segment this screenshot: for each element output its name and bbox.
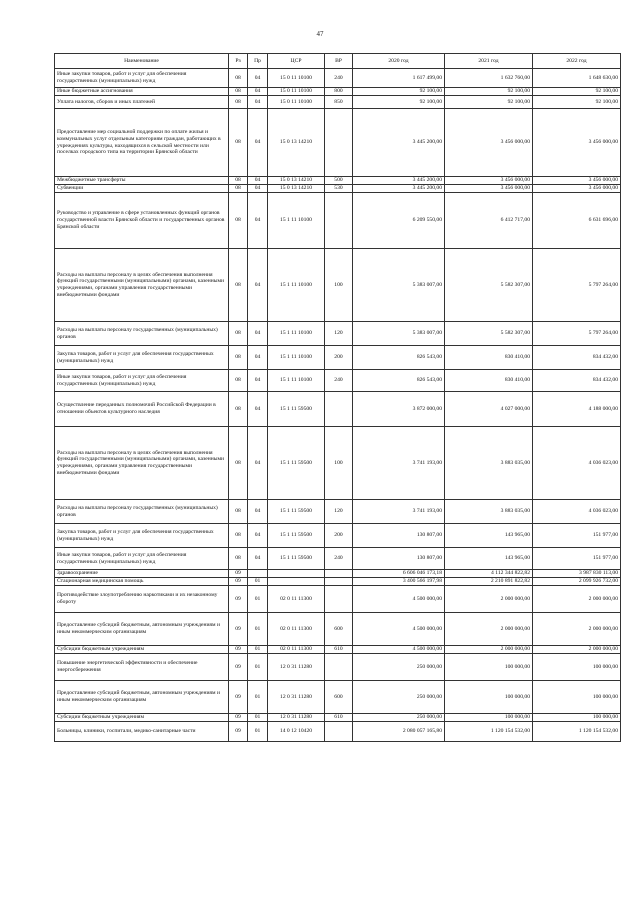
row-2022-cell: 1 120 154 532,00	[533, 722, 621, 742]
row-name-cell: Межбюджетные трансферты	[55, 177, 229, 185]
row-csr-cell: 15 0 11 10100	[268, 96, 325, 109]
row-2020-cell: 3 741 193,00	[353, 427, 445, 500]
row-2022-cell: 100 000,00	[533, 654, 621, 681]
row-pr-cell: 04	[248, 193, 268, 249]
row-pr-cell: 01	[248, 578, 268, 586]
row-2021-cell: 3 456 000,00	[445, 185, 533, 193]
table-row	[55, 193, 621, 249]
row-csr-cell: 15 0 11 10100	[268, 69, 325, 88]
table-row	[55, 109, 621, 177]
row-rz-cell: 08	[229, 427, 248, 500]
table-row	[55, 722, 621, 742]
table-row	[55, 370, 621, 392]
row-2021-cell: 100 000,00	[445, 681, 533, 714]
row-2020-cell: 4 500 000,00	[353, 646, 445, 654]
row-rz-cell: 09	[229, 714, 248, 722]
row-vr-cell	[325, 193, 353, 249]
row-pr-cell: 04	[248, 249, 268, 322]
row-pr-cell: 01	[248, 681, 268, 714]
row-2021-cell: 2 210 891 822,82	[445, 578, 533, 586]
row-2020-cell: 130 807,00	[353, 524, 445, 548]
row-csr-cell: 12 0 31 11280	[268, 714, 325, 722]
row-rz-cell: 08	[229, 69, 248, 88]
table-row	[55, 185, 621, 193]
table-row	[55, 524, 621, 548]
row-2020-cell: 92 100,00	[353, 88, 445, 96]
row-csr-cell: 15 1 11 59500	[268, 392, 325, 427]
row-rz-cell: 09	[229, 586, 248, 613]
row-2020-cell: 5 383 007,00	[353, 322, 445, 346]
row-rz-cell: 08	[229, 109, 248, 177]
row-name-cell: Расходы на выплаты персоналу в целях обеспечения выполнения функций государственными (муниципальными) органами, казенными учреждениями, органами управления государственными внебюджетными фондами	[55, 249, 229, 322]
row-2021-cell: 100 000,00	[445, 714, 533, 722]
table-row	[55, 570, 621, 578]
row-pr-cell: 04	[248, 88, 268, 96]
row-2022-cell: 3 456 000,00	[533, 177, 621, 185]
table-row	[55, 177, 621, 185]
row-csr-cell: 15 1 11 10100	[268, 193, 325, 249]
row-2022-cell: 100 000,00	[533, 714, 621, 722]
row-2020-cell: 826 543,00	[353, 370, 445, 392]
row-pr-cell: 04	[248, 177, 268, 185]
row-name-cell: Предоставление субсидий бюджетным, автономным учреждениям и иным некоммерческим организациям	[55, 681, 229, 714]
row-name-cell: Иные закупки товаров, работ и услуг для обеспечения государственных (муниципальных) нужд	[55, 548, 229, 570]
row-2021-cell: 3 456 000,00	[445, 109, 533, 177]
table-row	[55, 69, 621, 88]
row-vr-cell: 200	[325, 524, 353, 548]
row-2021-cell: 4 027 000,00	[445, 392, 533, 427]
row-2020-cell: 5 383 007,00	[353, 249, 445, 322]
row-pr-cell: 01	[248, 586, 268, 613]
row-2021-cell: 5 582 307,00	[445, 249, 533, 322]
row-pr-cell: 01	[248, 613, 268, 646]
row-2022-cell: 4 036 023,00	[533, 500, 621, 524]
row-2022-cell: 6 631 696,00	[533, 193, 621, 249]
row-pr-cell: 04	[248, 548, 268, 570]
row-name-cell: Субсидии бюджетным учреждениям	[55, 714, 229, 722]
row-csr-cell: 15 1 11 59500	[268, 427, 325, 500]
row-2021-cell: 3 883 035,00	[445, 500, 533, 524]
row-rz-cell: 08	[229, 249, 248, 322]
row-2022-cell: 5 797 264,00	[533, 322, 621, 346]
row-name-cell: Расходы на выплаты персоналу государственных (муниципальных) органов	[55, 322, 229, 346]
header-vr: ВР	[325, 54, 353, 69]
row-2020-cell: 250 000,00	[353, 681, 445, 714]
row-name-cell: Стационарная медицинская помощь	[55, 578, 229, 586]
row-2020-cell: 250 000,00	[353, 714, 445, 722]
row-name-cell: Закупка товаров, работ и услуг для обеспечения государственных (муниципальных) нужд	[55, 346, 229, 370]
row-2021-cell: 92 100,00	[445, 96, 533, 109]
row-csr-cell: 14 0 12 10420	[268, 722, 325, 742]
row-csr-cell: 15 0 13 14210	[268, 177, 325, 185]
row-2022-cell: 92 100,00	[533, 96, 621, 109]
row-name-cell: Расходы на выплаты персоналу в целях обеспечения выполнения функций государственными (муниципальными) органами, казенными учреждениями, органами управления государственными внебюджетными фондами	[55, 427, 229, 500]
row-2020-cell: 4 500 000,00	[353, 613, 445, 646]
table-row	[55, 500, 621, 524]
row-name-cell: Закупка товаров, работ и услуг для обеспечения государственных (муниципальных) нужд	[55, 524, 229, 548]
row-vr-cell: 530	[325, 185, 353, 193]
table-row	[55, 578, 621, 586]
row-2022-cell: 3 456 000,00	[533, 185, 621, 193]
row-vr-cell: 120	[325, 500, 353, 524]
row-2021-cell: 143 965,00	[445, 548, 533, 570]
row-csr-cell: 15 0 13 14210	[268, 109, 325, 177]
row-rz-cell: 08	[229, 500, 248, 524]
table-row	[55, 96, 621, 109]
row-pr-cell: 04	[248, 96, 268, 109]
table-row	[55, 392, 621, 427]
row-2021-cell: 2 000 000,00	[445, 586, 533, 613]
row-pr-cell: 04	[248, 109, 268, 177]
row-rz-cell: 09	[229, 681, 248, 714]
row-rz-cell: 08	[229, 346, 248, 370]
row-2020-cell: 3 400 566 197,98	[353, 578, 445, 586]
table-row	[55, 346, 621, 370]
row-pr-cell: 04	[248, 500, 268, 524]
row-rz-cell: 08	[229, 96, 248, 109]
table-row	[55, 714, 621, 722]
table-row	[55, 427, 621, 500]
row-2021-cell: 3 456 000,00	[445, 177, 533, 185]
header-pr: Пр	[248, 54, 268, 69]
row-2022-cell: 100 000,00	[533, 681, 621, 714]
table-row	[55, 322, 621, 346]
header-row	[55, 54, 621, 69]
row-rz-cell: 08	[229, 370, 248, 392]
row-name-cell: Осуществление переданных полномочий Российской Федерации в отношении объектов культурного наследия	[55, 392, 229, 427]
row-2020-cell: 6 606 046 173,18	[353, 570, 445, 578]
row-2020-cell: 92 100,00	[353, 96, 445, 109]
row-pr-cell: 04	[248, 185, 268, 193]
row-csr-cell	[268, 578, 325, 586]
row-csr-cell: 15 1 11 10100	[268, 346, 325, 370]
row-2022-cell: 151 977,00	[533, 524, 621, 548]
row-2020-cell: 250 000,00	[353, 654, 445, 681]
table-body	[55, 69, 621, 742]
row-2022-cell: 1 648 630,00	[533, 69, 621, 88]
row-csr-cell: 12 0 31 11280	[268, 681, 325, 714]
row-rz-cell: 09	[229, 570, 248, 578]
row-name-cell: Расходы на выплаты персоналу государственных (муниципальных) органов	[55, 500, 229, 524]
row-2021-cell: 1 632 760,00	[445, 69, 533, 88]
table-row	[55, 613, 621, 646]
row-vr-cell: 200	[325, 346, 353, 370]
row-rz-cell: 08	[229, 185, 248, 193]
row-name-cell: Субвенции	[55, 185, 229, 193]
header-csr: ЦСР	[268, 54, 325, 69]
row-vr-cell: 600	[325, 681, 353, 714]
row-vr-cell	[325, 586, 353, 613]
row-vr-cell: 240	[325, 69, 353, 88]
row-rz-cell: 08	[229, 193, 248, 249]
row-2020-cell: 3 445 200,00	[353, 109, 445, 177]
table-row	[55, 654, 621, 681]
row-2022-cell: 2 000 000,00	[533, 613, 621, 646]
row-csr-cell: 15 1 11 59500	[268, 524, 325, 548]
row-vr-cell: 800	[325, 88, 353, 96]
row-name-cell: Иные закупки товаров, работ и услуг для обеспечения государственных (муниципальных) нужд	[55, 69, 229, 88]
row-vr-cell	[325, 722, 353, 742]
row-rz-cell: 09	[229, 654, 248, 681]
row-vr-cell	[325, 392, 353, 427]
table-row	[55, 646, 621, 654]
row-rz-cell: 09	[229, 578, 248, 586]
header-name: Наименование	[55, 54, 229, 69]
row-vr-cell: 600	[325, 613, 353, 646]
table-row	[55, 249, 621, 322]
header-2020: 2020 год	[353, 54, 445, 69]
row-csr-cell: 15 1 11 10100	[268, 370, 325, 392]
row-vr-cell: 240	[325, 370, 353, 392]
row-2021-cell: 2 000 000,00	[445, 613, 533, 646]
row-csr-cell: 15 1 11 10100	[268, 249, 325, 322]
row-pr-cell	[248, 570, 268, 578]
table-row	[55, 88, 621, 96]
row-vr-cell: 610	[325, 646, 353, 654]
row-2021-cell: 4 112 344 822,82	[445, 570, 533, 578]
row-2022-cell: 2 000 000,00	[533, 646, 621, 654]
row-rz-cell: 08	[229, 177, 248, 185]
row-rz-cell: 08	[229, 88, 248, 96]
row-vr-cell: 240	[325, 548, 353, 570]
row-pr-cell: 01	[248, 722, 268, 742]
row-vr-cell	[325, 654, 353, 681]
row-2021-cell: 1 120 154 532,00	[445, 722, 533, 742]
row-name-cell: Иные бюджетные ассигнования	[55, 88, 229, 96]
row-2022-cell: 92 100,00	[533, 88, 621, 96]
row-csr-cell	[268, 570, 325, 578]
row-csr-cell: 15 0 13 14210	[268, 185, 325, 193]
row-2020-cell: 3 872 000,00	[353, 392, 445, 427]
row-2022-cell: 4 036 023,00	[533, 427, 621, 500]
row-vr-cell: 120	[325, 322, 353, 346]
row-name-cell: Руководство и управление в сфере установленных функций органов государственной власти Брянской области и государственных органов Брянской области	[55, 193, 229, 249]
row-2020-cell: 130 807,00	[353, 548, 445, 570]
row-csr-cell: 15 1 11 59500	[268, 548, 325, 570]
row-2021-cell: 6 412 717,00	[445, 193, 533, 249]
row-2020-cell: 3 445 200,00	[353, 185, 445, 193]
row-vr-cell	[325, 578, 353, 586]
table-row	[55, 586, 621, 613]
budget-table	[54, 53, 621, 742]
table-row	[55, 681, 621, 714]
row-rz-cell: 08	[229, 392, 248, 427]
row-2020-cell: 2 080 057 165,80	[353, 722, 445, 742]
row-name-cell: Предоставление субсидий бюджетным, автономным учреждениям и иным некоммерческим организациям	[55, 613, 229, 646]
row-vr-cell: 850	[325, 96, 353, 109]
header-2022: 2022 год	[533, 54, 621, 69]
row-2021-cell: 100 000,00	[445, 654, 533, 681]
row-csr-cell: 12 0 31 11280	[268, 654, 325, 681]
row-name-cell: Иные закупки товаров, работ и услуг для обеспечения государственных (муниципальных) нужд	[55, 370, 229, 392]
row-2022-cell: 834 432,00	[533, 346, 621, 370]
row-2021-cell: 5 582 307,00	[445, 322, 533, 346]
row-pr-cell: 04	[248, 346, 268, 370]
row-2020-cell: 3 445 200,00	[353, 177, 445, 185]
header-rz: Рз	[229, 54, 248, 69]
row-rz-cell: 09	[229, 722, 248, 742]
row-2020-cell: 6 209 550,00	[353, 193, 445, 249]
row-rz-cell: 08	[229, 322, 248, 346]
row-vr-cell: 610	[325, 714, 353, 722]
row-name-cell: Повышение энергетической эффективности и обеспечение энергосбережения	[55, 654, 229, 681]
row-2022-cell: 2 099 926 732,00	[533, 578, 621, 586]
row-2022-cell: 151 977,00	[533, 548, 621, 570]
row-2022-cell: 834 432,00	[533, 370, 621, 392]
row-2021-cell: 830 410,00	[445, 346, 533, 370]
row-2022-cell: 5 797 264,00	[533, 249, 621, 322]
row-2022-cell: 2 000 000,00	[533, 586, 621, 613]
row-vr-cell	[325, 570, 353, 578]
row-2021-cell: 143 965,00	[445, 524, 533, 548]
row-2020-cell: 826 543,00	[353, 346, 445, 370]
row-pr-cell: 04	[248, 370, 268, 392]
row-vr-cell: 100	[325, 249, 353, 322]
row-name-cell: Противодействие злоупотреблению наркотиками и их незаконному обороту	[55, 586, 229, 613]
row-name-cell: Предоставление мер социальной поддержки по оплате жилья и коммунальных услуг отдельным категориям граждан, работающих в учреждениях культуры, находящихся в сельской местности или поселках городского типа на территории Брянской области	[55, 109, 229, 177]
row-pr-cell: 04	[248, 524, 268, 548]
row-pr-cell: 04	[248, 392, 268, 427]
row-vr-cell	[325, 109, 353, 177]
row-2022-cell: 4 188 000,00	[533, 392, 621, 427]
row-pr-cell: 04	[248, 69, 268, 88]
row-rz-cell: 09	[229, 646, 248, 654]
row-2020-cell: 4 500 000,00	[353, 586, 445, 613]
row-2021-cell: 830 410,00	[445, 370, 533, 392]
row-csr-cell: 15 1 11 10100	[268, 322, 325, 346]
row-name-cell: Уплата налогов, сборов и иных платежей	[55, 96, 229, 109]
header-2021: 2021 год	[445, 54, 533, 69]
row-2021-cell: 92 100,00	[445, 88, 533, 96]
row-vr-cell: 100	[325, 427, 353, 500]
table-row	[55, 548, 621, 570]
row-csr-cell: 15 0 11 10100	[268, 88, 325, 96]
row-vr-cell: 500	[325, 177, 353, 185]
row-2020-cell: 3 741 193,00	[353, 500, 445, 524]
row-2022-cell: 3 456 000,00	[533, 109, 621, 177]
row-name-cell: Здравоохранение	[55, 570, 229, 578]
row-name-cell: Субсидии бюджетным учреждениям	[55, 646, 229, 654]
row-csr-cell: 02 0 11 11300	[268, 613, 325, 646]
page-number: 47	[316, 30, 324, 38]
row-name-cell: Больницы, клиники, госпитали, медико-санитарные части	[55, 722, 229, 742]
row-pr-cell: 01	[248, 714, 268, 722]
row-2021-cell: 2 000 000,00	[445, 646, 533, 654]
row-rz-cell: 09	[229, 613, 248, 646]
row-2021-cell: 3 883 035,00	[445, 427, 533, 500]
row-2020-cell: 1 617 499,00	[353, 69, 445, 88]
row-rz-cell: 08	[229, 524, 248, 548]
row-pr-cell: 04	[248, 322, 268, 346]
row-pr-cell: 04	[248, 427, 268, 500]
row-2022-cell: 3 987 830 113,00	[533, 570, 621, 578]
row-pr-cell: 01	[248, 646, 268, 654]
row-pr-cell: 01	[248, 654, 268, 681]
row-rz-cell: 08	[229, 548, 248, 570]
row-csr-cell: 02 0 11 11300	[268, 646, 325, 654]
row-csr-cell: 15 1 11 59500	[268, 500, 325, 524]
row-csr-cell: 02 0 11 11300	[268, 586, 325, 613]
